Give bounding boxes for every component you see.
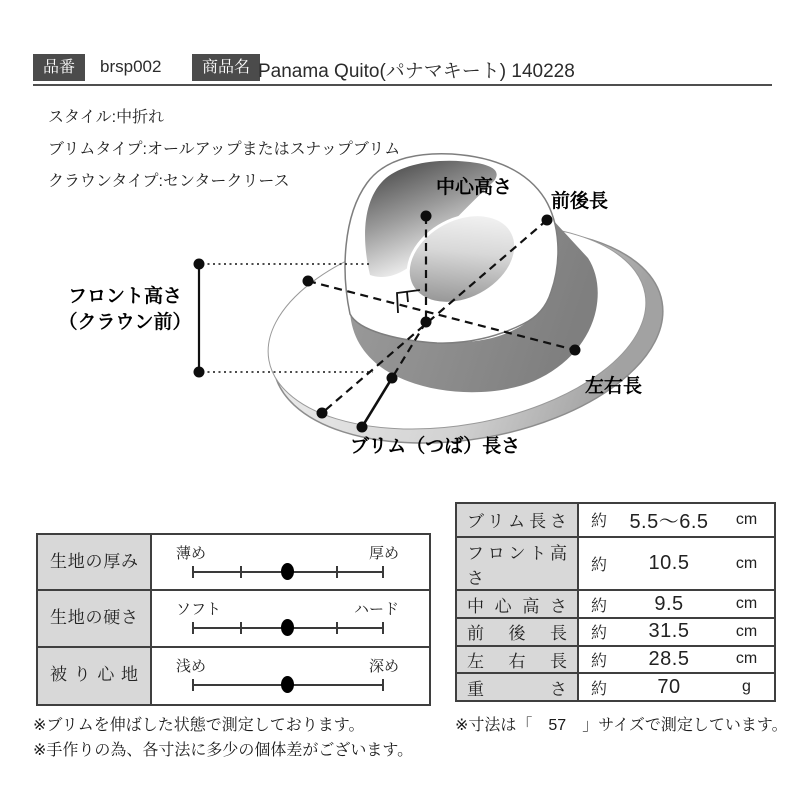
slider-min-label: 浅め <box>176 657 207 675</box>
note-left-line1: ※ブリムを伸ばした状態で測定しております。 <box>33 717 365 734</box>
measure-value: 10.5 <box>619 537 719 590</box>
approx-mark: 約 <box>578 646 619 674</box>
style-text: スタイル:中折れ <box>48 109 165 126</box>
front-height-label <box>58 284 192 336</box>
slider-max-label: 厚め <box>368 545 399 562</box>
slider-max-label: 深め <box>368 657 399 675</box>
measure-value: 5.5～6.5 <box>619 503 719 537</box>
measurement-table <box>455 502 776 702</box>
product-name-label: 商品名 <box>192 54 260 81</box>
table-row <box>456 537 775 590</box>
brim-length-label: ブリム（つば）長さ <box>350 436 521 457</box>
slider-max-label: ハード <box>353 601 399 619</box>
front-back-length-label: 前後長 <box>551 191 609 212</box>
row-header: 中心高さ <box>456 590 578 618</box>
measure-value: 31.5 <box>619 618 719 646</box>
note-left-line2: ※手作りの為、各寸法に多少の個体差がございます。 <box>33 742 414 759</box>
note-left <box>33 713 413 763</box>
product-name-value: Panama Quito(パナマキート) 140228 <box>258 61 575 82</box>
approx-mark: 約 <box>578 673 619 701</box>
slider-dot <box>281 563 294 580</box>
left-right-length-label: 左右長 <box>585 376 643 397</box>
table-row <box>456 590 775 618</box>
row-header: ブリム長さ <box>456 503 578 537</box>
measure-value: 70 <box>619 673 719 701</box>
measure-unit: cm <box>719 646 775 674</box>
approx-mark: 約 <box>578 618 619 646</box>
center-height-label: 中心高さ <box>436 177 513 198</box>
feature-row-label: 生地の硬さ <box>38 591 152 647</box>
approx-mark: 約 <box>578 537 619 590</box>
row-header: 左右長 <box>456 646 578 674</box>
crown-type-text: クラウンタイプ:センタークリース <box>48 173 290 190</box>
note-right: ※寸法は「 57 」サイズで測定しています。 <box>455 717 788 734</box>
item-number-value: brsp002 <box>100 57 162 76</box>
measure-unit: cm <box>719 590 775 618</box>
slider-track <box>192 627 384 629</box>
feature-row-label: 被り心地 <box>38 648 152 704</box>
approx-mark: 約 <box>578 503 619 537</box>
front-height-label-line2: （クラウン前） <box>58 312 192 333</box>
measure-value: 28.5 <box>619 646 719 674</box>
measure-value: 9.5 <box>619 590 719 618</box>
front-height-label-line1: フロント高さ <box>67 286 182 307</box>
measure-unit: cm <box>719 537 775 590</box>
approx-mark: 約 <box>578 590 619 618</box>
slider-track <box>192 684 384 686</box>
table-row <box>456 673 775 701</box>
row-header: フロント高さ <box>456 537 578 590</box>
feature-slider-hardness <box>152 591 429 647</box>
feature-slider-fit <box>152 648 429 704</box>
measure-unit: cm <box>719 503 775 537</box>
measure-unit: g <box>719 673 775 701</box>
slider-min-label: ソフト <box>176 601 222 619</box>
table-row <box>456 618 775 646</box>
measure-unit: cm <box>719 618 775 646</box>
row-header: 前後長 <box>456 618 578 646</box>
feature-table <box>36 533 431 706</box>
feature-row-label: 生地の厚み <box>38 535 152 591</box>
slider-track <box>192 571 384 573</box>
slider-dot <box>281 676 294 693</box>
slider-min-label: 薄め <box>176 545 207 562</box>
feature-slider-thickness <box>152 535 429 591</box>
item-number-label: 品番 <box>33 54 85 81</box>
table-row <box>456 646 775 674</box>
row-header: 重さ <box>456 673 578 701</box>
brim-type-text: ブリムタイプ:オールアップまたはスナップブリム <box>48 141 401 158</box>
table-row <box>456 503 775 537</box>
slider-dot <box>281 619 294 636</box>
